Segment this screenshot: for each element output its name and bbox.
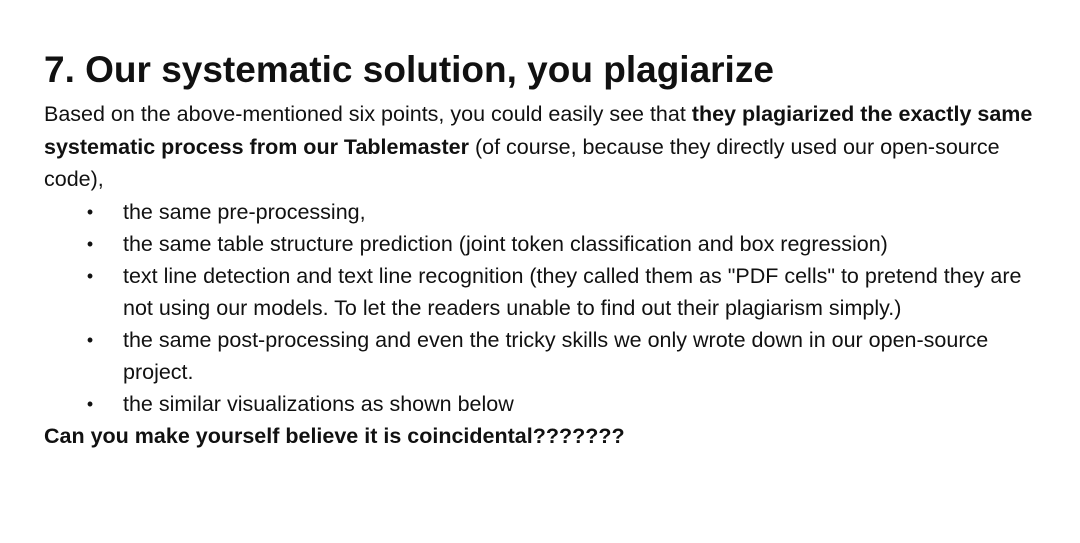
list-item	[44, 196, 1044, 228]
closing-question: Can you make yourself believe it is coincidental???????	[44, 423, 625, 448]
intro-text-start: Based on the above-mentioned six points, you could easily see that	[44, 102, 692, 126]
bullet-icon: •	[86, 201, 94, 222]
list-item	[44, 324, 1044, 388]
bullet-list	[44, 196, 1044, 420]
list-item-text: the same pre-processing,	[123, 199, 366, 224]
intro-paragraph	[44, 98, 1044, 196]
list-item-text: the same table structure prediction (joint token classification and box regression)	[123, 231, 888, 256]
intro-text-end: (of course, because they directly used our open-source code),	[44, 134, 1000, 191]
intro-bold-claim: they plagiarized the exactly same systematic process from our Tablemaster	[44, 102, 1033, 159]
bullet-icon: •	[86, 233, 94, 254]
document-body	[44, 48, 1044, 452]
list-item-text: the same post-processing and even the tricky skills we only wrote down in our open-source project.	[123, 327, 989, 384]
section-heading: 7. Our systematic solution, you plagiarize	[44, 49, 774, 90]
list-item-text: text line detection and text line recognition (they called them as "PDF cells" to pretend they are not using our models. To let the readers unable to find out their plagiarism simply.)	[123, 263, 1022, 320]
list-item	[44, 228, 1044, 260]
bullet-icon: •	[86, 329, 94, 350]
list-item	[44, 388, 1044, 420]
list-item-text: the similar visualizations as shown below	[123, 391, 514, 416]
list-item	[44, 260, 1044, 324]
bullet-icon: •	[86, 265, 94, 286]
bullet-icon: •	[86, 393, 94, 414]
